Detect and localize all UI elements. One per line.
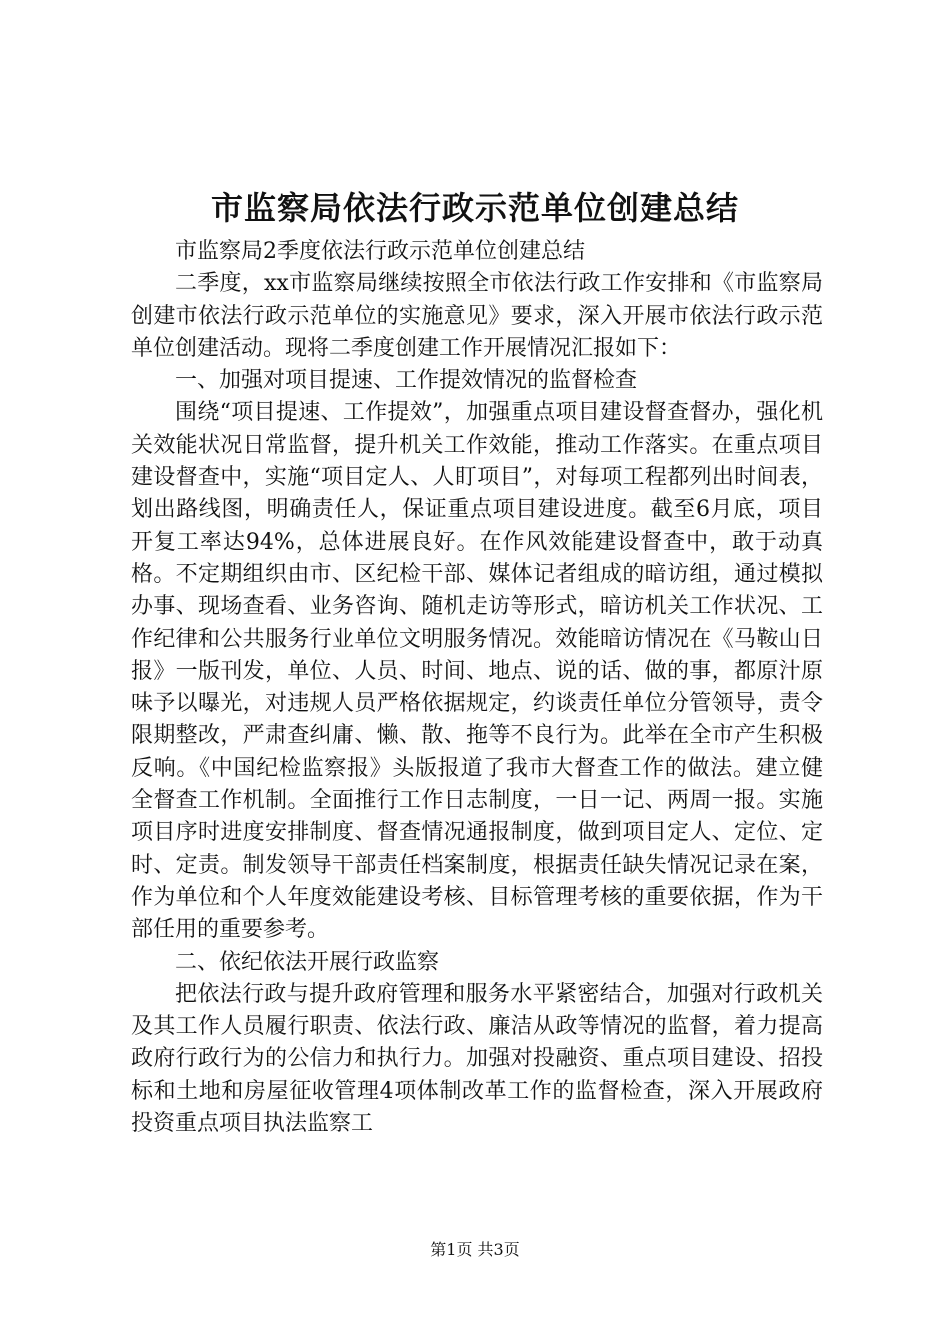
document-body xyxy=(131,236,823,1140)
subtitle-paragraph: 市监察局2季度依法行政示范单位创建总结 xyxy=(175,239,585,264)
section-2-paragraph: 把依法行政与提升政府管理和服务水平紧密结合，加强对行政机关及其工作人员履行职责、依法行政、廉洁从政等情况的监督，着力提高政府行政行为的公信力和执行力。加强对投融资、重点项目建设、招投标和土地和房屋征收管理4项体制改革工作的监督检查，深入开展政府投资重点项目执法监察工 xyxy=(131,981,823,1137)
page-number: 第1页 共3页 xyxy=(430,1240,520,1259)
section-1-paragraph: 围绕“项目提速、工作提效”，加强重点项目建设督查督办，强化机关效能状况日常监督，提升机关工作效能，推动工作落实。在重点项目建设督查中，实施“项目定人、人盯项目”，对每项工程都列出时间表，划出路线图，明确责任人，保证重点项目建设进度。截至6月底，项目开复工率达94%，总体进展良好。在作风效能建设督查中，敢于动真格。不定期组织由市、区纪检干部、媒体记者组成的暗访组，通过模拟办事、现场查看、业务咨询、随机走访等形式，暗访机关工作状况、工作纪律和公共服务行业单位文明服务情况。效能暗访情况在《马鞍山日报》一版刊发，单位、人员、时间、地点、说的话、做的事，都原汁原味予以曝光，对违规人员严格依据规定，约谈责任单位分管领导，责令限期整改，严肃查纠庸、懒、散、拖等不良行为。此举在全市产生积极反响。《中国纪检监察报》头版报道了我市大督查工作的做法。建立健全督查工作机制。全面推行工作日志制度，一日一记、两周一报。实施项目序时进度安排制度、督查情况通报制度，做到项目定人、定位、定时、定责。制发领导干部责任档案制度，根据责任缺失情况记录在案，作为单位和个人年度效能建设考核、目标管理考核的重要依据，作为干部任用的重要参考。 xyxy=(131,400,823,943)
section-heading-1: 一、加强对项目提速、工作提效情况的监督检查 xyxy=(175,368,638,394)
section-heading-2: 二、依纪依法开展行政监察 xyxy=(175,949,440,975)
intro-paragraph: 二季度，xx市监察局继续按照全市依法行政工作安排和《市监察局创建市依法行政示范单位的实施意见》要求，深入开展市依法行政示范单位创建活动。现将二季度创建工作开展情况汇报如下： xyxy=(131,271,823,361)
document-title: 市监察局依法行政示范单位创建总结 xyxy=(210,189,739,227)
